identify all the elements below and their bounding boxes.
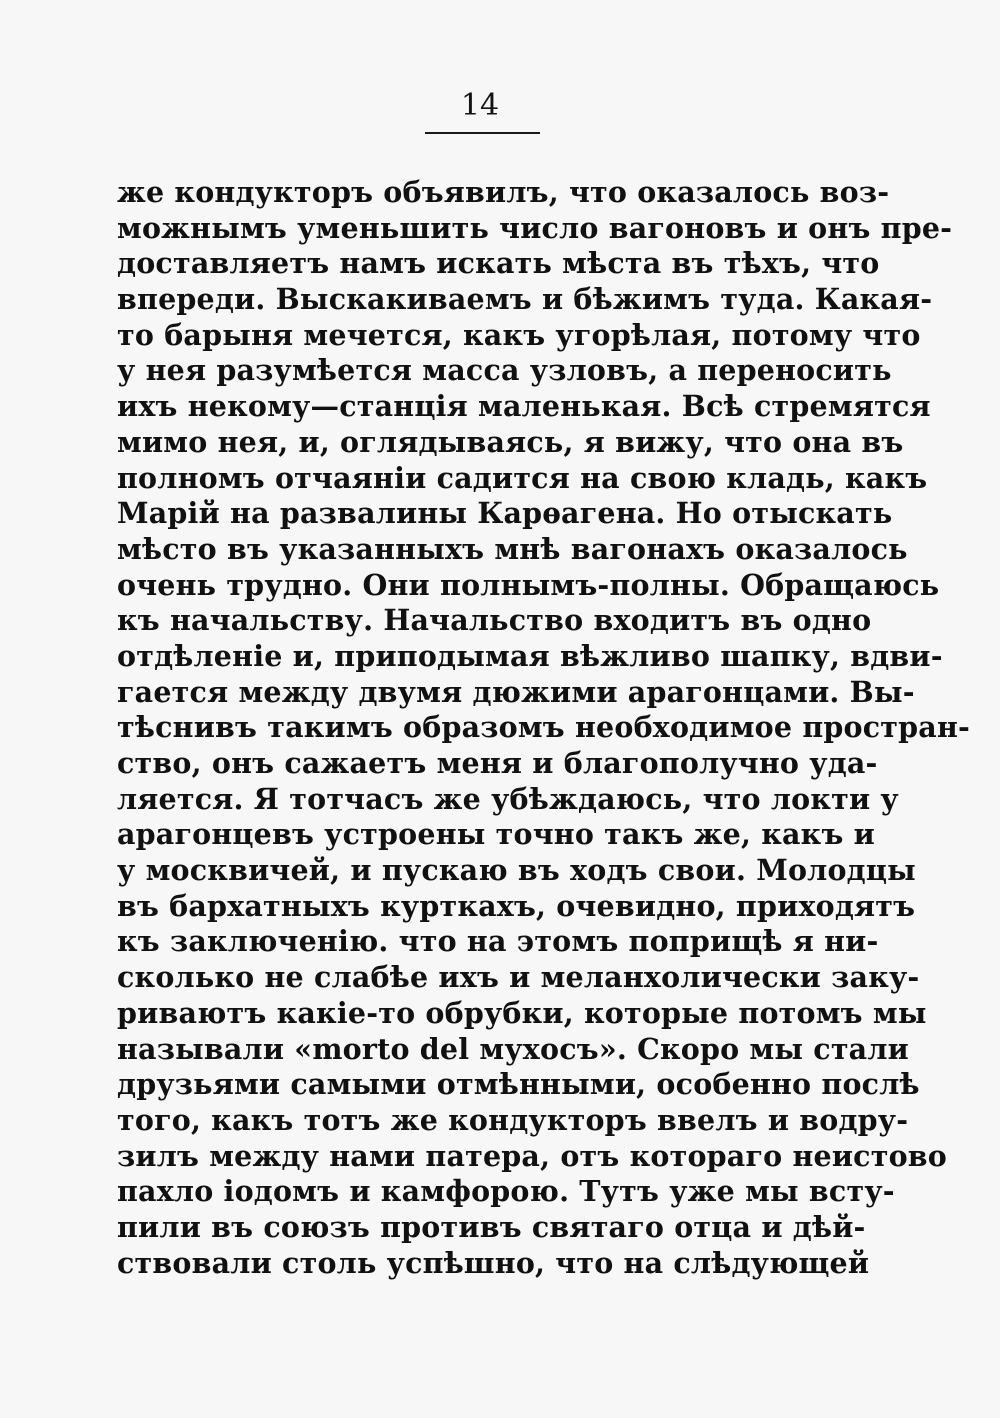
text-line: ихъ некому—станція маленькая. Всѣ стремятся [117,389,931,424]
text-line: у москвичей, и пускаю въ ходъ свои. Молодцы [117,853,916,888]
text-line: къ начальству. Начальство входитъ въ одно [117,603,872,638]
text-line: сколько не слабѣе ихъ и меланхолически заку- [117,960,920,995]
text-line: доставляетъ намъ искать мѣста въ тѣхъ, что [117,246,880,281]
text-line: отдѣленіе и, приподымая вѣжливо шапку, вдви- [117,638,943,673]
text-line: въ бархатныхъ курткахъ, очевидно, приходятъ [117,888,916,923]
text-line: зилъ между нами патера, отъ котораго неистово [117,1138,948,1173]
page-number: 14 [460,88,500,123]
text-line: мѣсто въ указанныхъ мнѣ вагонахъ оказалось [117,531,908,566]
body-text [117,175,971,1281]
text-line: къ заключенію. что на этомъ поприщѣ я ни- [117,924,879,959]
text-line: риваютъ какіе-то обрубки, которые потомъ мы [117,995,927,1030]
text-line: впереди. Выскакиваемъ и бѣжимъ туда. Какая- [117,282,933,317]
text-line: то барыня мечется, какъ угорѣлая, потому что [117,317,921,352]
text-line: арагонцевъ устроены точно такъ же, какъ и [117,817,875,852]
text-line: друзьями самыми отмѣнными, особенно послѣ [117,1067,920,1102]
text-line: очень трудно. Они полнымъ-полны. Обращаюсь [117,567,940,602]
text-line: гается между двумя дюжими арагонцами. Вы- [117,674,915,709]
text-line: Марій на развалины Карѳагена. Но отыскать [117,496,893,531]
text-line: ство, онъ сажаетъ меня и благополучно уда- [117,746,878,780]
text-line: называли «morto del мухосъ». Скоро мы стали [117,1031,909,1066]
text-line: ствовали столь успѣшно, что на слѣдующей [117,1245,870,1280]
header-rule [425,132,540,134]
text-line: пили въ союзъ противъ святаго отца и дѣй- [117,1209,866,1244]
text-line: ляется. Я тотчасъ же убѣждаюсь, что локти у [117,781,899,816]
text-line: пахло іодомъ и камфорою. Тутъ уже мы всту- [117,1174,895,1209]
text-line: того, какъ тотъ же кондукторъ ввелъ и водру- [117,1102,909,1137]
text-line: полномъ отчаяніи садится на свою кладь, какъ [117,460,928,495]
text-line: мимо нея, и, оглядываясь, я вижу, что она въ [117,424,904,459]
text-line: у нея разумѣется масса узловъ, а переносить [117,353,892,388]
text-line: можнымъ уменьшить число вагоновъ и онъ пре- [117,210,953,245]
text-line: же кондукторъ объявилъ, что оказалось воз- [117,175,890,209]
text-line: тѣснивъ такимъ образомъ необходимое простран- [117,710,971,745]
